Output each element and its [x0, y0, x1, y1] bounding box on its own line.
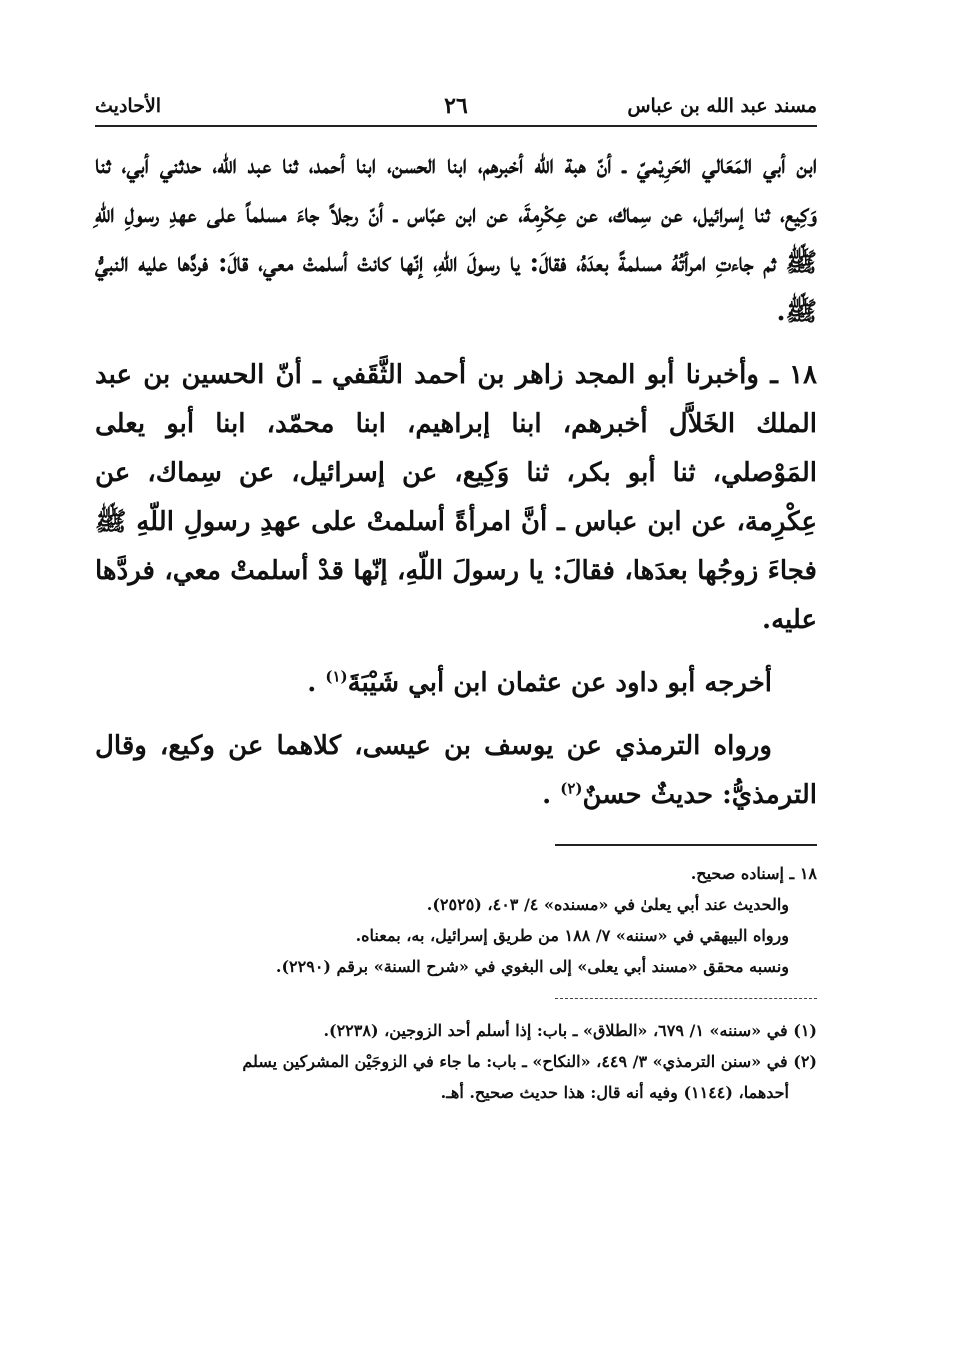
main-text [95, 141, 817, 820]
footnote-2-continuation: أحدهما، (١١٤٤) وفيه أنه قال: هذا حديث صحيح. أهـ. [440, 1083, 789, 1102]
takhrij-abu-dawud [95, 659, 817, 708]
commentary-line: والحديث عند أبي يعلىٰ في «مسنده» ٤/ ٤٠٣، (٢٥٢٥). [426, 895, 789, 914]
takhrij-tirmidhi-end: . [542, 780, 552, 810]
editor-commentary [95, 858, 817, 982]
takhrij-tirmidhi-text: ورواه الترمذي عن يوسف بن عيسى، كلاهما عن وكيع، وقال الترمذيُّ: حديثٌ حسنٌ [95, 731, 817, 810]
hadith-paragraph-18: ١٨ ـ وأخبرنا أبو المجد زاهر بن أحمد الثَّقَفي ـ أنّ الحسين بن عبد الملك الخَلاَّل أخبرهم، ابنا إبراهيم، ابنا محمّد، ابنا أبو يعلى المَوْصلي، ثنا أبو بكر، ثنا وَكِيع، عن إسرائيل، عن سِماك، عن عِكْرِمة، عن ابن عباس ـ أنَّ امرأةً أسلمتْ على عهدِ رسولِ اللّهِ ﷺ فجاءَ زوجُها بعدَها، فقالَ: يا رسولَ اللّهِ، إنّها قدْ أسلمتْ معي، فردَّها عليه. [95, 360, 817, 635]
commentary-separator [555, 844, 817, 846]
page-number: ٢٦ [444, 93, 468, 119]
section-title: الأحاديث [95, 95, 162, 117]
commentary-line: ونسبه محقق «مسند أبي يعلى» إلى البغوي في «شرح السنة» برقم (٢٢٩٠). [275, 957, 789, 976]
running-header [95, 85, 817, 127]
takhrij-abu-dawud-text: أخرجه أبو داود عن عثمان ابن أبي شَيْبَةَ [347, 668, 772, 698]
commentary-line: ١٨ ـ إسناده صحيح. [690, 864, 817, 883]
footnote-separator [555, 998, 817, 999]
footnotes [95, 1015, 817, 1108]
book-page [95, 85, 817, 1305]
hadith-paragraph-continued: ابن أبي المَعَالي الحَرِيْميّ ـ أنّ هبة الله أخبرهم، ابنا الحسن، ابنا أحمد، ثنا عبد الله، حدثني أبي، ثنا وَكِيع، ثنا إسرائيل، عن سِماك، عن عِكْرِمةَ، عن ابن عبّاس ـ أنّ رجلاً جاءَ مسلماً على عهدِ رسولِ اللّهِ ﷺ ثم جاءتِ امرأتُهُ مسلمةً بعدَهُ، فقالَ: يا رسولَ اللّهِ، إنّها كانتْ أسلمتْ معي، قالَ: فردَّها عليه النبيُّ ﷺ. [95, 150, 817, 327]
book-title: مسند عبد الله بن عباس [627, 95, 817, 117]
footnote-2: (٢) في «سنن الترمذي» ٣/ ٤٤٩، «النكاح» ـ باب: ما جاء في الزوجَيْن المشركين يسلم [242, 1052, 817, 1071]
commentary-line: ورواه البيهقي في «سننه» ٧/ ١٨٨ من طريق إسرائيل، به، بمعناه. [355, 926, 789, 945]
footnote-marker-2: (٢) [560, 779, 583, 798]
footnote-marker-1: (١) [325, 667, 348, 686]
takhrij-tirmidhi [95, 722, 817, 820]
footnote-1: (١) في «سننه» ١/ ٦٧٩، «الطلاق» ـ باب: إذا أسلم أحد الزوجين، (٢٢٣٨). [323, 1021, 817, 1040]
takhrij-abu-dawud-end: . [307, 668, 317, 698]
